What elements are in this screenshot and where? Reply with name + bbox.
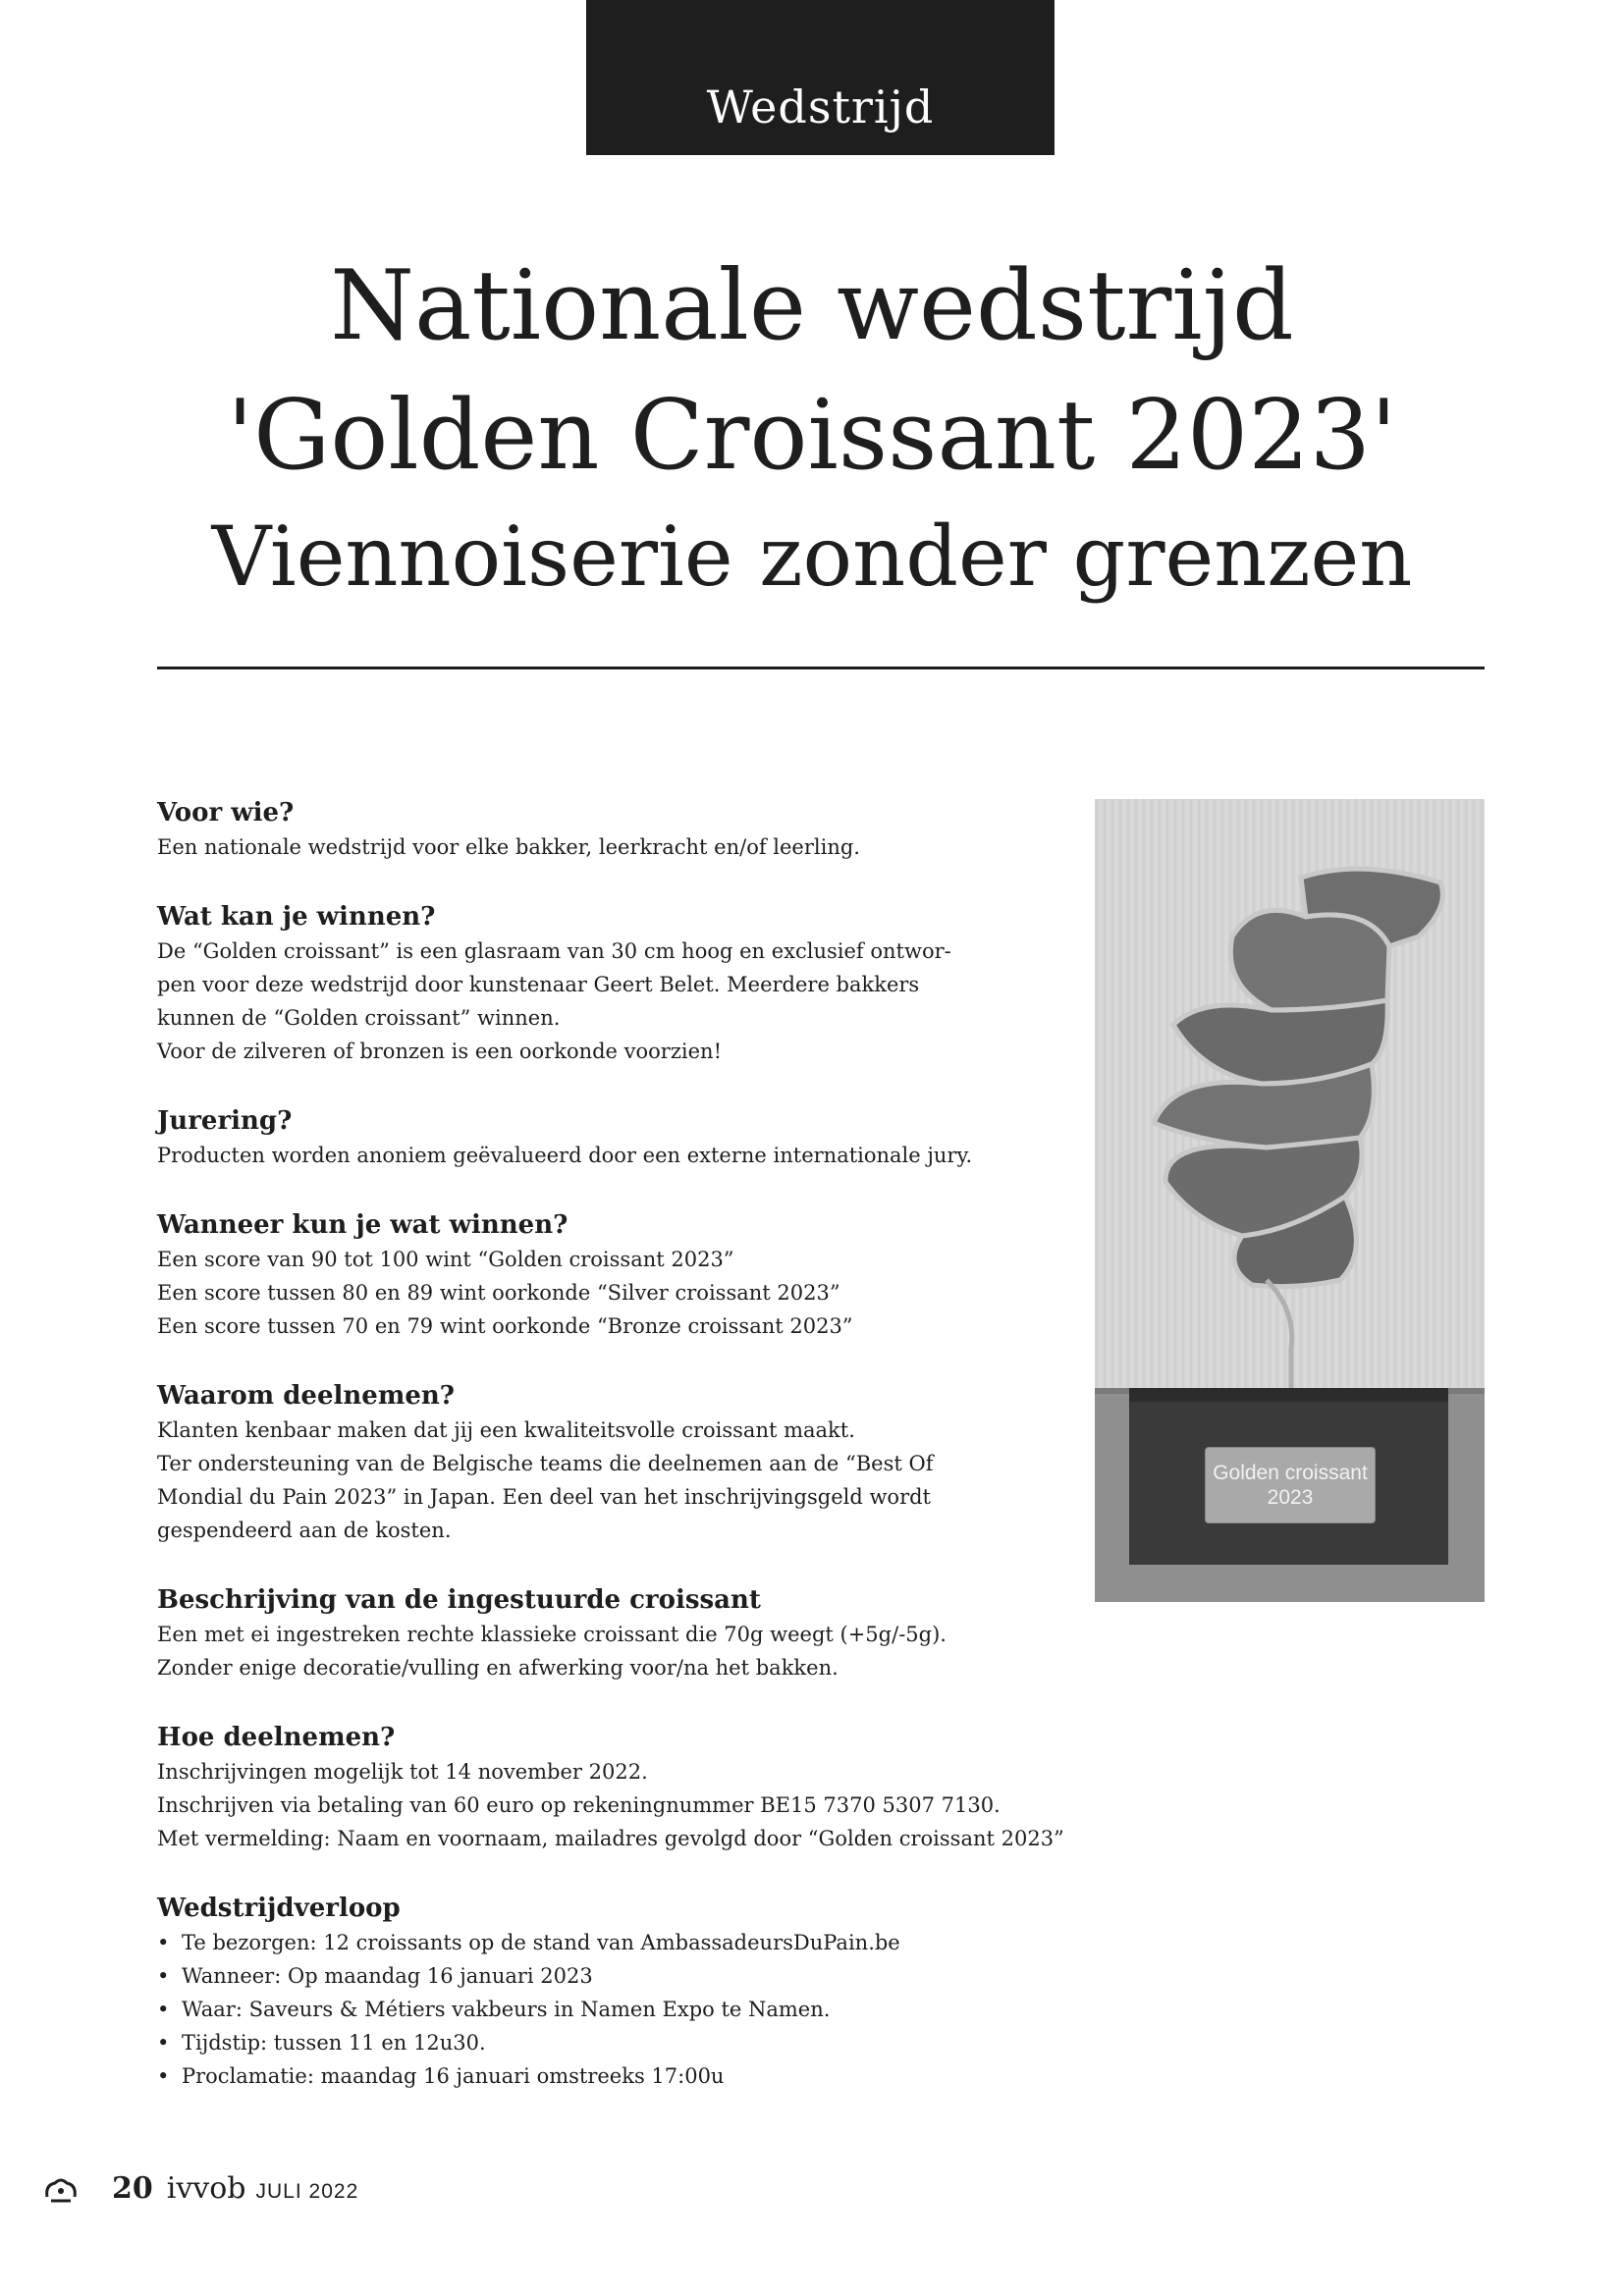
bullet-icon: • [157, 2064, 170, 2088]
section-heading: Hoe deelnemen? [157, 1723, 396, 1752]
plaque-line1: Golden croissant [1213, 1462, 1368, 1484]
section-text: gespendeerd aan de kosten. [157, 1519, 452, 1542]
page-title-line1: Nationale wedstrijd [330, 250, 1294, 362]
section-waarom [157, 1378, 1139, 1547]
section-wat-kan-je-winnen [157, 899, 1139, 1068]
magazine-brand: ivvob [166, 2171, 246, 2206]
section-text: Ter ondersteuning van de Belgische teams die deelnemen aan de “Best Of [157, 1452, 934, 1475]
page-title-line2: 'Golden Croissant 2023' [227, 380, 1397, 492]
list-item [157, 1993, 1139, 2026]
page-number: 20 [112, 2171, 153, 2206]
bullet-icon: • [157, 1964, 170, 1988]
list-item [157, 2059, 1139, 2093]
section-tab-label: Wedstrijd [706, 80, 935, 133]
trophy-photo [1095, 799, 1485, 1602]
section-heading: Voor wie? [157, 798, 295, 828]
section-text: Een score van 90 tot 100 wint “Golden croissant 2023” [157, 1248, 734, 1271]
section-text: Een score tussen 70 en 79 wint oorkonde “Bronze croissant 2023” [157, 1314, 853, 1338]
list-item [157, 1959, 1139, 1993]
list-item-text: Waar: Saveurs & Métiers vakbeurs in Namen Expo te Namen. [182, 1998, 831, 2021]
section-text: kunnen de “Golden croissant” winnen. [157, 1006, 561, 1030]
section-text: De “Golden croissant” is een glasraam van 30 cm hoog en exclusief ontwor- [157, 939, 951, 963]
list-item-text: Tijdstip: tussen 11 en 12u30. [182, 2031, 486, 2055]
section-text: Een score tussen 80 en 89 wint oorkonde “Silver croissant 2023” [157, 1281, 840, 1305]
section-text: pen voor deze wedstrijd door kunstenaar Geert Belet. Meerdere bakkers [157, 973, 920, 996]
section-text: Inschrijven via betaling van 60 euro op rekeningnummer BE15 7370 5307 7130. [157, 1793, 1001, 1817]
section-hoe-deelnemen [157, 1720, 1139, 1855]
section-heading: Jurering? [157, 1106, 293, 1136]
trophy-plaque [1205, 1447, 1376, 1523]
list-item [157, 2026, 1139, 2059]
section-text: Voor de zilveren of bronzen is een oorkonde voorzien! [157, 1040, 723, 1063]
bullet-icon: • [157, 2031, 170, 2055]
section-text: Producten worden anoniem geëvalueerd door een externe internationale jury. [157, 1144, 973, 1167]
section-text: Met vermelding: Naam en voornaam, mailadres gevolgd door “Golden croissant 2023” [157, 1827, 1064, 1850]
section-text: Mondial du Pain 2023” in Japan. Een deel van het inschrijvingsgeld wordt [157, 1485, 931, 1509]
section-beschrijving [157, 1582, 1139, 1684]
page-subtitle: Viennoiserie zonder grenzen [211, 508, 1413, 605]
section-text: Zonder enige decoratie/vulling en afwerking voor/na het bakken. [157, 1656, 839, 1680]
section-wanneer [157, 1207, 1139, 1343]
section-heading: Wat kan je winnen? [157, 902, 436, 932]
section-heading: Wedstrijdverloop [157, 1894, 401, 1923]
list-item [157, 1926, 1139, 1959]
section-text: Een nationale wedstrijd voor elke bakker, leerkracht en/of leerling. [157, 835, 860, 859]
section-voor-wie [157, 795, 1139, 864]
list-item-text: Wanneer: Op maandag 16 januari 2023 [182, 1964, 593, 1988]
bullet-icon: • [157, 1931, 170, 1954]
section-tab [586, 0, 1055, 155]
section-heading: Wanneer kun je wat winnen? [157, 1210, 568, 1240]
page-footer [41, 2171, 358, 2211]
bullet-icon: • [157, 1998, 170, 2021]
section-text: Een met ei ingestreken rechte klassieke croissant die 70g weegt (+5g/-5g). [157, 1623, 947, 1646]
bullet-list [157, 1926, 1139, 2093]
section-heading: Beschrijving van de ingestuurde croissant [157, 1585, 761, 1615]
list-item-text: Te bezorgen: 12 croissants op de stand van AmbassadeursDuPain.be [182, 1931, 900, 1954]
title-divider [157, 667, 1485, 669]
section-heading: Waarom deelnemen? [157, 1381, 456, 1411]
section-text: Inschrijvingen mogelijk tot 14 november 2022. [157, 1760, 648, 1784]
ivvob-logo-icon [41, 2175, 81, 2207]
issue-date: JULI 2022 [255, 2180, 359, 2203]
section-wedstrijdverloop [157, 1891, 1139, 2093]
list-item-text: Proclamatie: maandag 16 januari omstreeks 17:00u [182, 2064, 725, 2088]
plaque-line2: 2023 [1267, 1486, 1314, 1509]
section-text: Klanten kenbaar maken dat jij een kwaliteitsvolle croissant maakt. [157, 1418, 855, 1442]
section-jurering [157, 1103, 1139, 1172]
article-body [157, 795, 1139, 2128]
